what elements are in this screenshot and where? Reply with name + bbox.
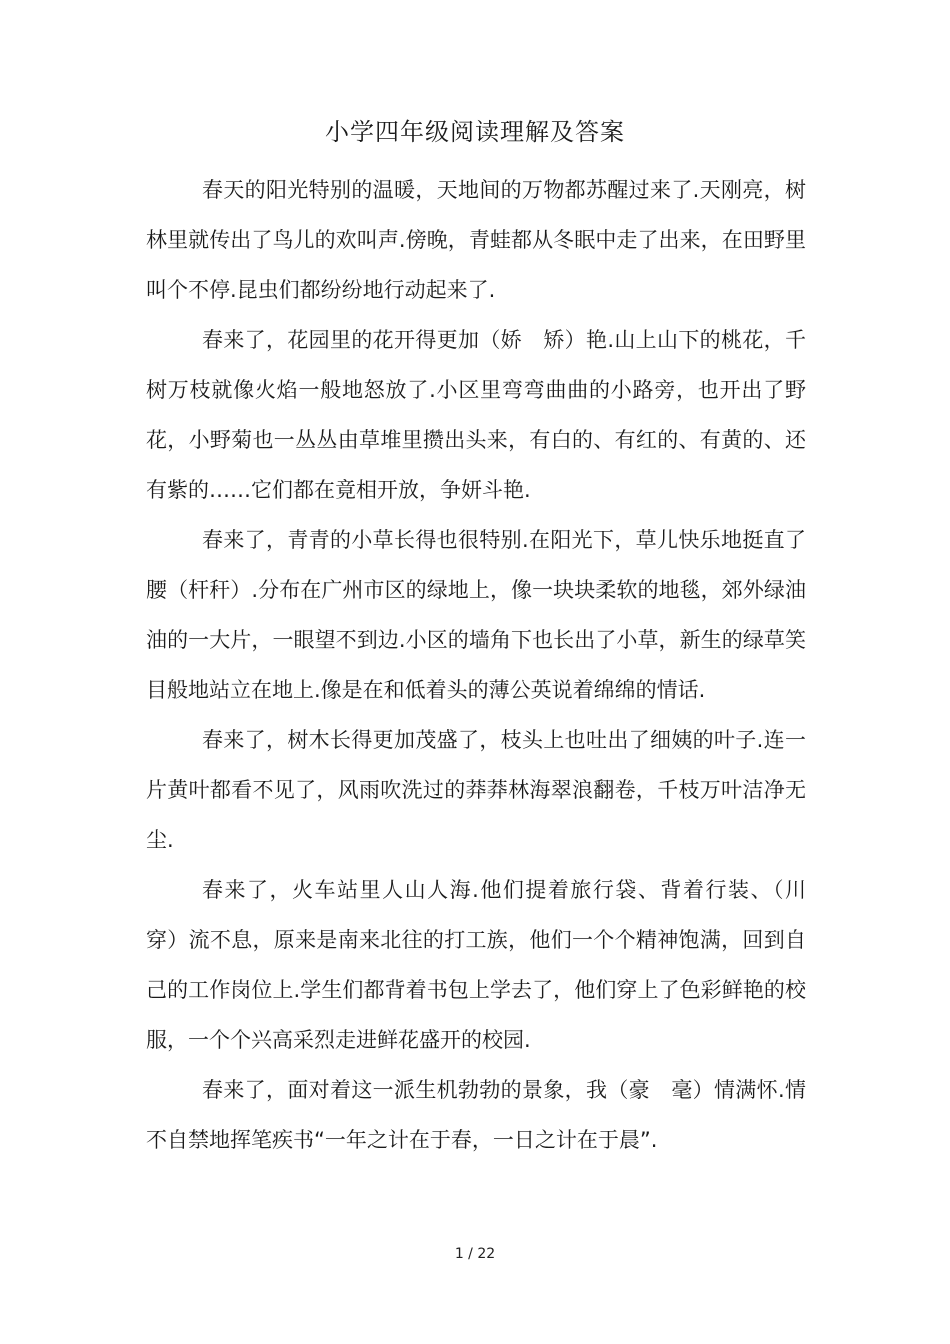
page-number: 1 / 22 bbox=[454, 1246, 496, 1262]
paragraph-3: 春来了，青青的小草长得也很特别.在阳光下，草儿快乐地挺直了腰（杆秆）.分布在广州市区的绿地上，像一块块柔软的地毯，郊外绿油油的一大片，一眼望不到边.小区的墙角下也长出了小草，新生的绿草笑目般地站立在地上.像是在和低着头的薄公英说着绵绵的情话. bbox=[146, 528, 806, 702]
paragraph-5: 春来了，火车站里人山人海.他们提着旅行袋、背着行装、（川 穿）流不息，原来是南来北往的打工族，他们一个个精神饱满，回到自己的工作岗位上.学生们都背着书包上学去了，他们穿上了色彩鲜艳的校服，一个个兴高采烈走进鲜花盛开的校园. bbox=[146, 878, 827, 1052]
paragraph-1: 春天的阳光特别的温暖，天地间的万物都苏醒过来了.天刚亮，树林里就传出了鸟儿的欢叫声.傍晚，青蛙都从冬眠中走了出来，在田野里叫个不停.昆虫们都纷纷地行动起来了. bbox=[146, 178, 806, 302]
paragraph-6: 春来了，面对着这一派生机勃勃的景象，我（豪 毫）情满怀.情不自禁地挥笔疾书“一年之计在于春，一日之计在于晨”. bbox=[146, 1078, 806, 1152]
paragraph-2: 春来了，花园里的花开得更加（娇 矫）艳.山上山下的桃花，千树万枝就像火焰一般地怒放了.小区里弯弯曲曲的小路旁，也开出了野花，小野菊也一丛丛由草堆里攒出头来，有白的、有红的、有黄的、还有紫的……它们都在竟相开放，争妍斗艳. bbox=[146, 328, 806, 502]
document-title: 小学四年级阅读理解及答案 bbox=[325, 118, 625, 146]
document-body bbox=[146, 165, 827, 1165]
paragraph-4: 春来了，树木长得更加茂盛了，枝头上也吐出了细姨的叶子.连一片黄叶都看不见了，风雨吹洗过的莽莽林海翠浪翻卷，千枝万叶洁净无尘. bbox=[146, 728, 806, 852]
